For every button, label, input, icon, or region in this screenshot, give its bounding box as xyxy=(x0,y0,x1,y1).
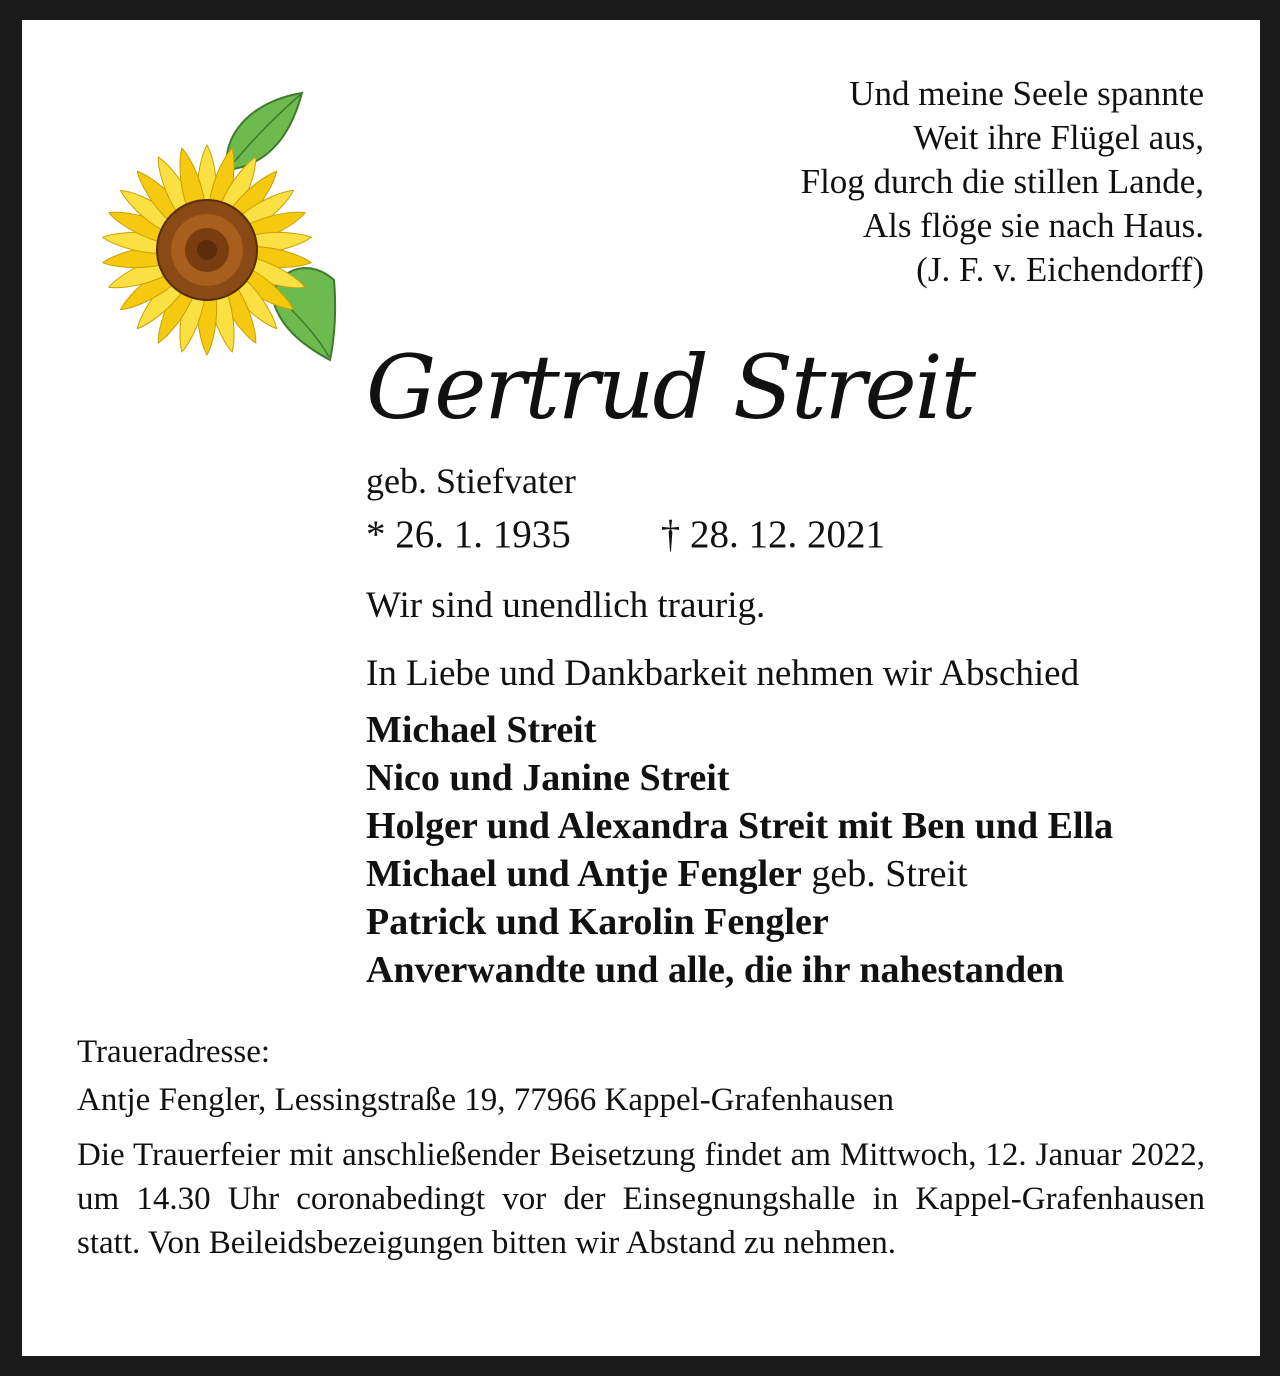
mourner: Anverwandte und alle, die ihr nahestanden xyxy=(366,949,1065,991)
death-date: † 28. 12. 2021 xyxy=(660,513,885,556)
mourning-address xyxy=(77,1030,1205,1122)
mourner: Holger und Alexandra Streit mit Ben und Ella xyxy=(366,805,1114,847)
mourner-suffix: geb. Streit xyxy=(801,853,968,895)
birth-date: * 26. 1. 1935 xyxy=(366,513,571,556)
address-value: Antje Fengler, Lessingstraße 19, 77966 Kappel-Grafenhausen xyxy=(77,1082,895,1118)
life-dates xyxy=(366,510,1216,560)
poem-line: Und meine Seele spannte xyxy=(849,74,1204,113)
mourner: Nico und Janine Streit xyxy=(366,757,730,799)
poem-line: Flog durch die stillen Lande, xyxy=(800,162,1204,201)
poem-line: Weit ihre Flügel aus, xyxy=(913,118,1204,157)
obituary-card xyxy=(22,20,1260,1356)
address-label: Traueradresse: xyxy=(77,1034,271,1070)
farewell-message: In Liebe und Dankbarkeit nehmen wir Abschied xyxy=(366,653,1080,694)
deceased-name: Gertrud Streit xyxy=(366,336,975,439)
mourner: Patrick und Karolin Fengler xyxy=(366,901,829,943)
mourner: Michael Streit xyxy=(366,709,597,751)
poem xyxy=(801,72,1204,292)
mourner: Michael und Antje Fengler geb. Streit xyxy=(366,853,968,895)
birth-name: geb. Stiefvater xyxy=(366,461,576,501)
mourners-list xyxy=(366,706,1216,994)
poem-attribution: (J. F. v. Eichendorff) xyxy=(916,250,1204,289)
sunflower-icon xyxy=(72,75,342,375)
ceremony-notice: Die Trauerfeier mit anschließender Beisetzung findet am Mittwoch, 12. Januar 2022, um 14.30 Uhr coronabedingt vor der Einsegnungshalle in Kappel-Grafenhausen statt. Von Beileidsbezeigungen bitten wir Abstand zu nehmen. xyxy=(77,1137,1205,1261)
poem-line: Als flöge sie nach Haus. xyxy=(862,206,1204,245)
sadness-message: Wir sind unendlich traurig. xyxy=(366,585,766,626)
main-text xyxy=(366,458,1216,994)
